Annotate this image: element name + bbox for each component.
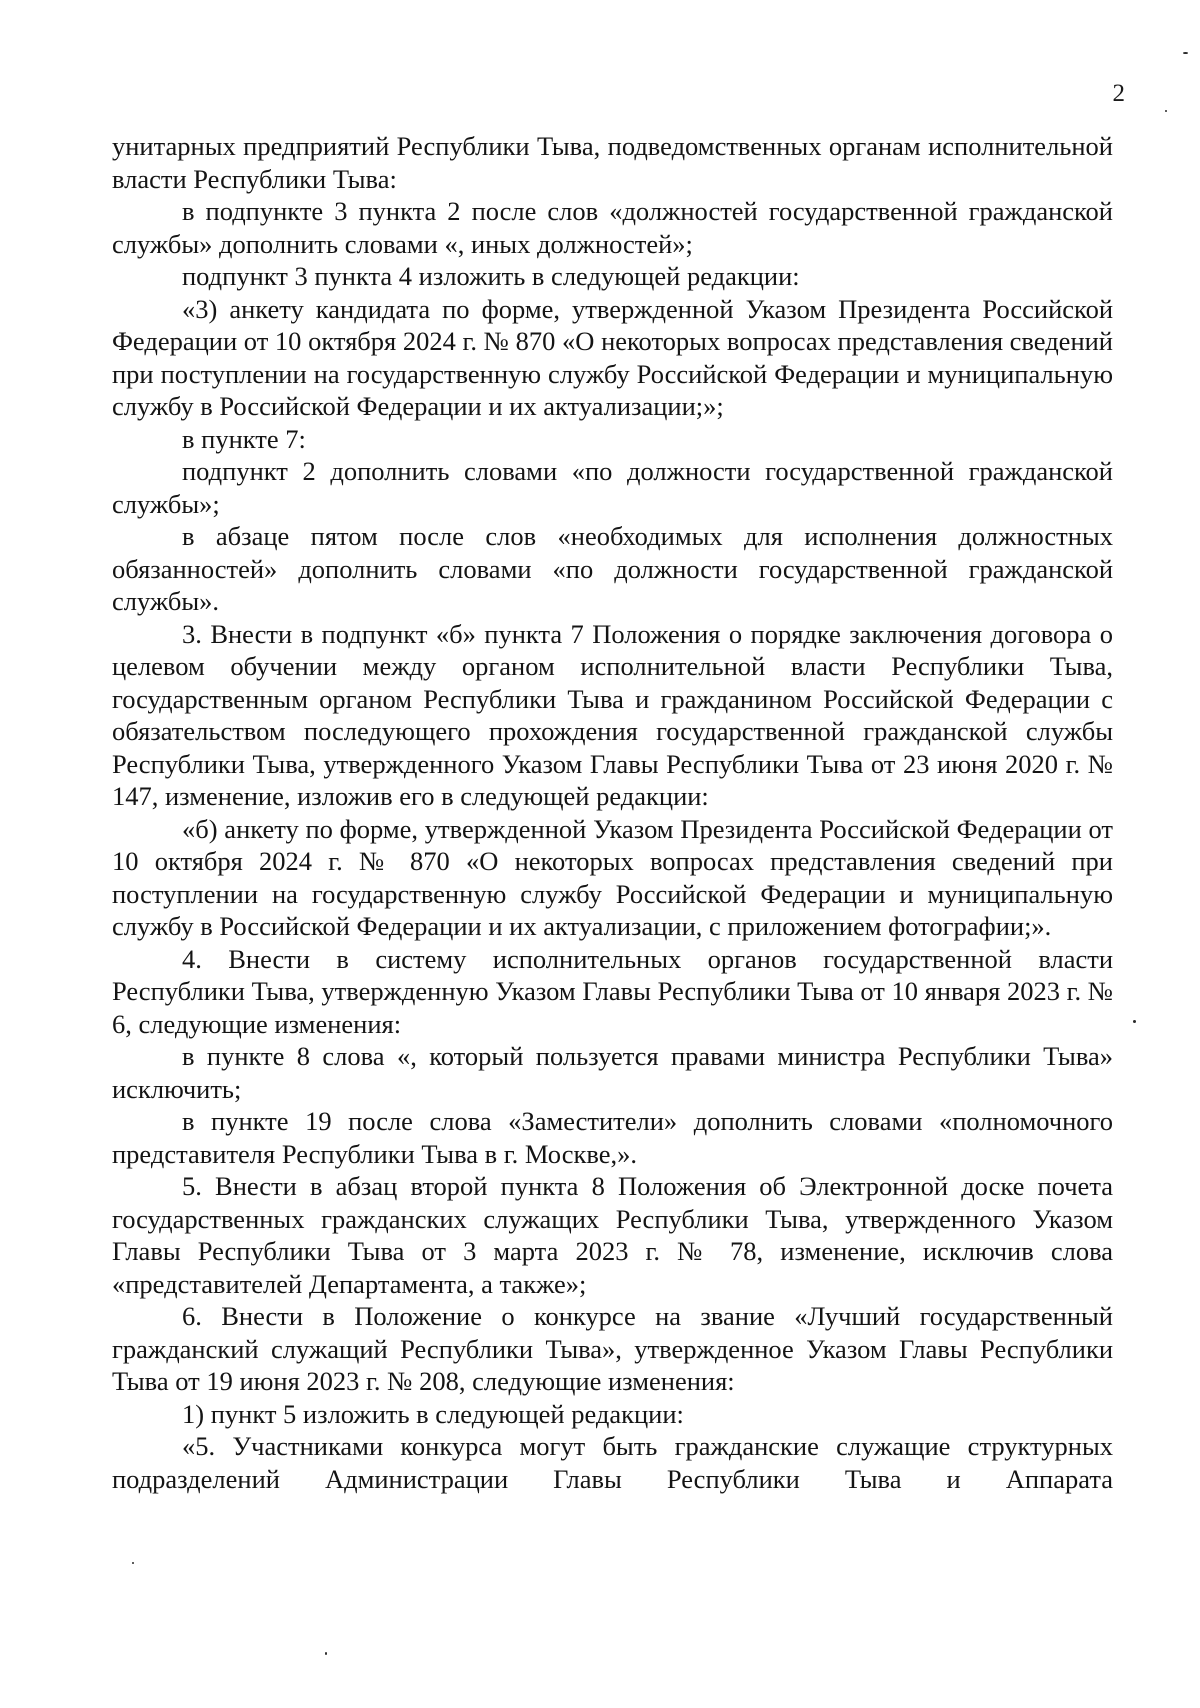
paragraph-item-6-point-5-text: «5. Участниками конкурса могут быть гражданские служащие структурных подразделений Администрации Главы Республики Тыва и Аппарата (112, 1431, 1113, 1494)
scan-speck (325, 1652, 327, 1655)
scan-speck (1133, 1020, 1136, 1023)
page-number: 2 (1112, 80, 1125, 107)
paragraph-continuation: унитарных предприятий Республики Тыва, подведомственных органам исполнительной власти Республики Тыва: (112, 131, 1113, 194)
document-body (112, 130, 1113, 1495)
scan-speck (1165, 110, 1167, 112)
paragraph-item-4-point-8: в пункте 8 слова «, который пользуется правами министра Республики Тыва» исключить; (112, 1041, 1113, 1104)
paragraph-item-3-new-text: «б) анкету по форме, утвержденной Указом Президента Российской Федерации от 10 октября 2024 г. № 870 «О некоторых вопросах представления сведений при поступлении на государственную службу Российской Федерации и муниципальную службу в Российской Федерации и их актуализации, с приложением фотографии;». (112, 813, 1113, 941)
paragraph-item-6-subitem-1: 1) пункт 5 изложить в следующей редакции: (182, 1398, 684, 1429)
paragraph-subpoint-3-new-text: «3) анкету кандидата по форме, утвержденной Указом Президента Российской Федерации от 10 октября 2024 г. № 870 «О некоторых вопросах представления сведений при поступлении на государственную службу Российской Федерации и муниципальную службу в Российской Федерации и их актуализации;»; (112, 293, 1113, 421)
paragraph-item-3: 3. Внести в подпункт «б» пункта 7 Положения о порядке заключения договора о целевом обучении между органом исполнительной власти Республики Тыва, государственным органом Республики Тыва и гражданином Российской Федерации с обязательством последующего прохождения государственной гражданской службы Республики Тыва, утвержденного Указом Главы Республики Тыва от 23 июня 2020 г. № 147, изменение, изложив его в следующей редакции: (112, 618, 1113, 811)
scan-speck (1183, 52, 1188, 54)
paragraph-item-6: 6. Внести в Положение о конкурсе на звание «Лучший государственный гражданский служащий Республики Тыва», утвержденное Указом Главы Республики Тыва от 19 июня 2023 г. № 208, следующие изменения: (112, 1301, 1113, 1396)
paragraph-item-4: 4. Внести в систему исполнительных органов государственной власти Республики Тыва, утвержденную Указом Главы Республики Тыва от 10 января 2023 г. № 6, следующие изменения: (112, 943, 1113, 1039)
paragraph-subpoint-3-point-4-intro: подпункт 3 пункта 4 изложить в следующей редакции: (182, 261, 800, 291)
paragraph-item-4-point-19: в пункте 19 после слова «Заместители» дополнить словами «полномочного представителя Республики Тыва в г. Москве,». (112, 1106, 1113, 1169)
paragraph-amend-subpoint-3-point-2: в подпункте 3 пункта 2 после слов «должностей государственной гражданской службы» дополнить словами «, иных должностей»; (112, 196, 1113, 259)
paragraph-item-5: 5. Внести в абзац второй пункта 8 Положения об Электронной доске почета государственных гражданских служащих Республики Тыва, утвержденного Указом Главы Республики Тыва от 3 марта 2023 г. № 78, изменение, исключив слова «представителей Департамента, а также»; (112, 1171, 1113, 1299)
scan-speck (132, 1562, 134, 1564)
paragraph-point-7-subpoint-2: подпункт 2 дополнить словами «по должности государственной гражданской службы»; (112, 456, 1113, 519)
paragraph-point-7-abzac-5: в абзаце пятом после слов «необходимых для исполнения должностных обязанностей» дополнить словами «по должности государственной гражданской службы». (112, 521, 1113, 616)
paragraph-point-7-intro: в пункте 7: (182, 423, 306, 454)
